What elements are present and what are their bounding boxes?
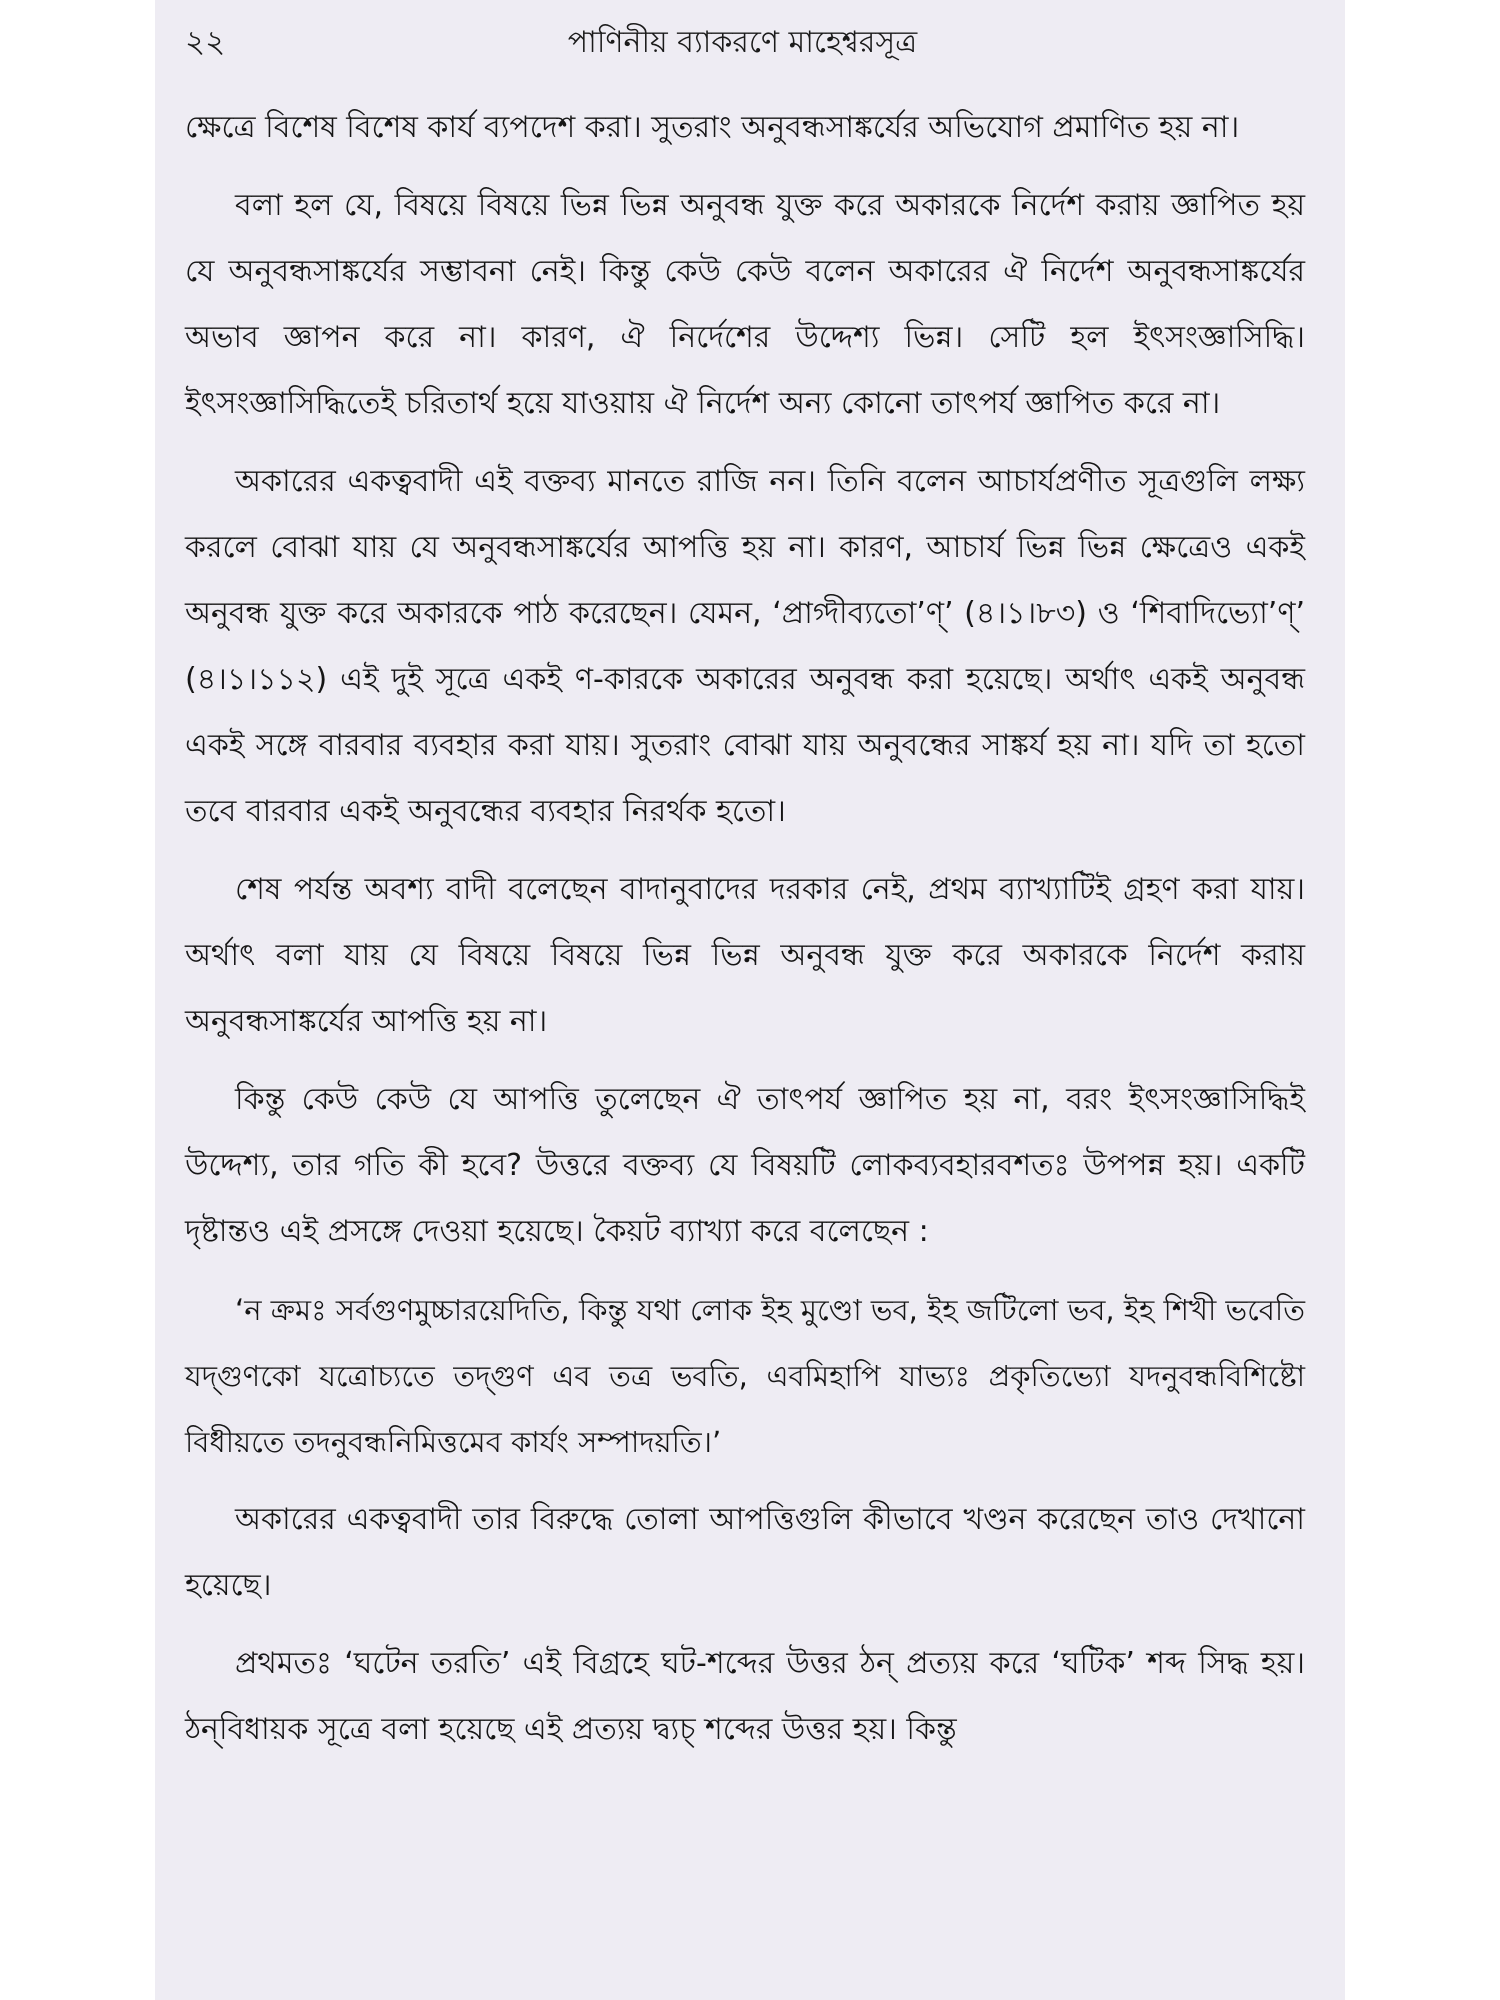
paragraph: কিন্তু কেউ কেউ যে আপত্তি তুলেছেন ঐ তাৎপর্য জ্ঞাপিত হয় না, বরং ইৎসংজ্ঞাসিদ্ধিই উদ্দেশ্য, তার গতি কী হবে? উত্তরে বক্তব্য যে বিষয়টি লোকব্যবহারবশতঃ উপপন্ন হয়। একটি দৃষ্টান্তও এই প্রসঙ্গে দেওয়া হয়েছে। কৈয়ট ব্যাখ্যা করে বলেছেন :: [185, 1082, 1305, 1249]
paragraph: অকারের একত্ববাদী তার বিরুদ্ধে তোলা আপত্তিগুলি কীভাবে খণ্ডন করেছেন তাও দেখানো হয়েছে।: [185, 1502, 1305, 1603]
running-title: পাণিনীয় ব্যাকরণে মাহেশ্বরসূত্র: [567, 25, 918, 60]
sanskrit-quote: ‘ন ক্রমঃ সর্বগুণমুচ্চারয়েদিতি, কিন্তু যথা লোক ইহ মুণ্ডো ভব, ইহ জটিলো ভব, ইহ শিখী ভবেতি যদ্গুণকো যত্রোচ্যতে তদ্গুণ এব তত্র ভবতি, এবমিহাপি যাভ্যঃ প্রকৃতিভ্যো যদনুবন্ধবিশিষ্টো বিধীয়তে তদনুবন্ধনিমিত্তমেব কার্যং সম্পাদয়তি।’: [185, 1293, 1305, 1459]
book-page: [155, 0, 1345, 2000]
body-text: [185, 95, 1305, 1775]
paragraph: প্রথমতঃ ‘ঘটেন তরতি’ এই বিগ্রহে ঘট-শব্দের উত্তর ঠন্ প্রত্যয় করে ‘ঘটিক’ শব্দ সিদ্ধ হয়। ঠন্‌বিধায়ক সূত্রে বলা হয়েছে এই প্রত্যয় দ্ব্যচ্ শব্দের উত্তর হয়। কিন্তু: [185, 1646, 1305, 1747]
paragraph-continuation: ক্ষেত্রে বিশেষ বিশেষ কার্য ব্যপদেশ করা। সুতরাং অনুবন্ধসাঙ্কর্যের অভিযোগ প্রমাণিত হয় না।: [185, 110, 1240, 145]
page-header: [185, 18, 1300, 78]
paragraph: বলা হল যে, বিষয়ে বিষয়ে ভিন্ন ভিন্ন অনুবন্ধ যুক্ত করে অকারকে নির্দেশ করায় জ্ঞাপিত হয় যে অনুবন্ধসাঙ্কর্যের সম্ভাবনা নেই। কিন্তু কেউ কেউ বলেন অকারের ঐ নির্দেশ অনুবন্ধসাঙ্কর্যের অভাব জ্ঞাপন করে না। কারণ, ঐ নির্দেশের উদ্দেশ্য ভিন্ন। সেটি হল ইৎসংজ্ঞাসিদ্ধি। ইৎসংজ্ঞাসিদ্ধিতেই চরিতার্থ হয়ে যাওয়ায় ঐ নির্দেশ অন্য কোনো তাৎপর্য জ্ঞাপিত করে না।: [185, 188, 1305, 421]
paragraph: শেষ পর্যন্ত অবশ্য বাদী বলেছেন বাদানুবাদের দরকার নেই, প্রথম ব্যাখ্যাটিই গ্রহণ করা যায়। অর্থাৎ বলা যায় যে বিষয়ে বিষয়ে ভিন্ন ভিন্ন অনুবন্ধ যুক্ত করে অকারকে নির্দেশ করায় অনুবন্ধসাঙ্কর্যের আপত্তি হয় না।: [185, 872, 1305, 1039]
paragraph: অকারের একত্ববাদী এই বক্তব্য মানতে রাজি নন। তিনি বলেন আচার্যপ্রণীত সূত্রগুলি লক্ষ্য করলে বোঝা যায় যে অনুবন্ধসাঙ্কর্যের আপত্তি হয় না। কারণ, আচার্য ভিন্ন ভিন্ন ক্ষেত্রেও একই অনুবন্ধ যুক্ত করে অকারকে পাঠ করেছেন। যেমন, ‘প্রাগ্দীব্যতো’ণ্’ (৪।১।৮৩) ও ‘শিবাদিভ্যো’ণ্’ (৪।১।১১২) এই দুই সূত্রে একই ণ-কারকে অকারের অনুবন্ধ করা হয়েছে। অর্থাৎ একই অনুবন্ধ একই সঙ্গে বারবার ব্যবহার করা যায়। সুতরাং বোঝা যায় অনুবন্ধের সাঙ্কর্য হয় না। যদি তা হতো তবে বারবার একই অনুবন্ধের ব্যবহার নিরর্থক হতো।: [185, 464, 1305, 829]
page-number: ২২: [185, 24, 226, 60]
